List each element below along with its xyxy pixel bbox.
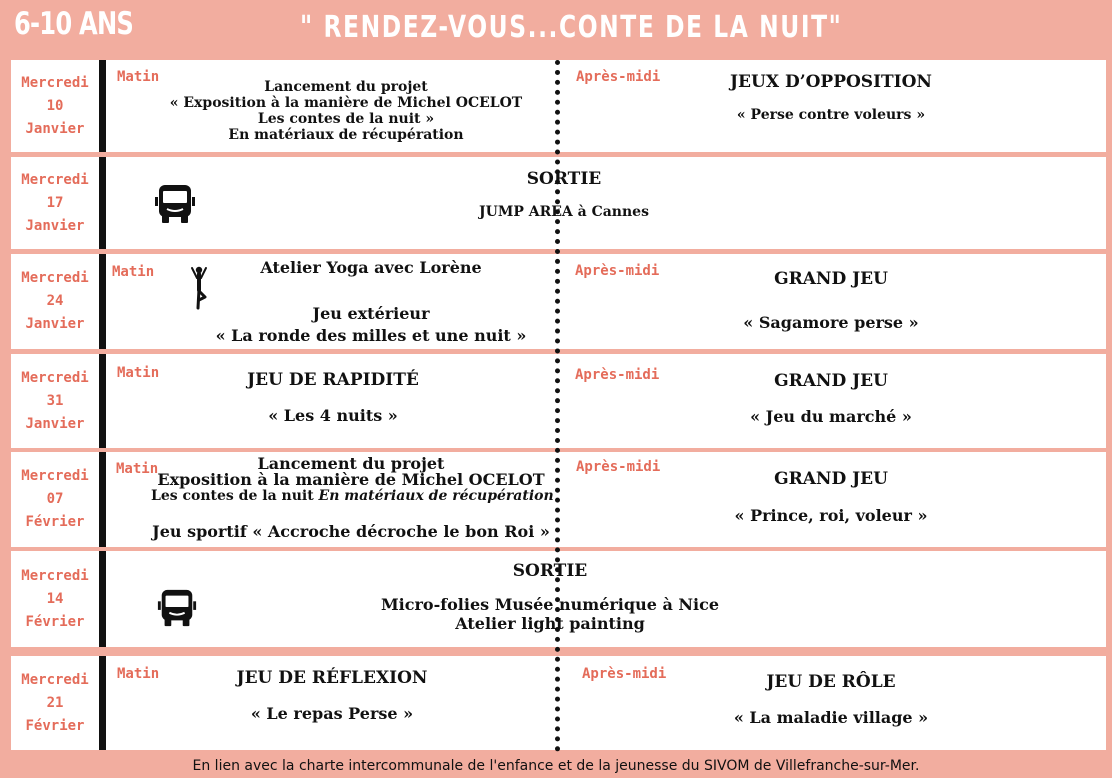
divider-bar <box>99 551 106 647</box>
aprem-activity: GRAND JEU « Sagamore perse » <box>743 269 919 332</box>
sortie-activity: SORTIE Micro-folies Musée numérique à Nice Atelier light painting <box>380 561 720 633</box>
day-date: Mercredi 21 Février <box>21 671 89 734</box>
day-date: Mercredi 14 Février <box>21 567 89 630</box>
day-date: Mercredi 07 Février <box>21 468 89 530</box>
divider-bar <box>99 157 106 249</box>
aprem-label: Après-midi <box>575 263 660 279</box>
aprem-activity: GRAND JEU « Jeu du marché » <box>750 371 912 426</box>
bus-icon <box>153 183 197 225</box>
divider-bar <box>99 452 106 547</box>
matin-label: Matin <box>112 264 155 280</box>
footer-note: En lien avec la charte intercommunale de l'enfance et de la jeunesse du SIVOM de Villefranche-sur-Mer. <box>192 758 920 774</box>
day-date: Mercredi 17 Janvier <box>21 171 89 234</box>
divider-bar <box>99 354 106 448</box>
matin-activity: Lancement du projet « Exposition à la manière de Michel OCELOT Les contes de la nuit » En matériaux de récupération <box>169 79 523 143</box>
page-title: " RENDEZ-VOUS...CONTE DE LA NUIT" <box>300 10 843 45</box>
day-date: Mercredi 31 Janvier <box>21 369 89 432</box>
dotted-separator <box>555 60 560 752</box>
matin-label: Matin <box>117 365 160 381</box>
aprem-label: Après-midi <box>576 69 661 85</box>
aprem-label: Après-midi <box>575 367 660 383</box>
aprem-activity: JEU DE RÔLE « La maladie village » <box>733 672 929 727</box>
matin-activity: JEU DE RAPIDITÉ « Les 4 nuits » <box>247 370 419 425</box>
divider-bar <box>99 254 106 349</box>
matin-activity: Lancement du projet Exposition à la manière de Michel OCELOT Les contes de la nuit En matériaux de récupération Jeu sportif « Accroche décroche le bon Roi » <box>151 454 554 541</box>
bus-icon <box>156 587 198 629</box>
divider-bar <box>99 656 106 750</box>
aprem-activity: JEUX D’OPPOSITION « Perse contre voleurs » <box>730 72 932 123</box>
age-range: 6-10 ANS <box>14 6 134 42</box>
matin-label: Matin <box>117 69 160 85</box>
page-header <box>0 0 1112 56</box>
matin-activity: JEU DE RÉFLEXION « Le repas Perse » <box>236 668 428 723</box>
divider-bar <box>99 60 106 152</box>
matin-activity: Atelier Yoga avec Lorène Jeu extérieur « La ronde des milles et une nuit » <box>215 258 527 345</box>
matin-label: Matin <box>117 666 160 682</box>
matin-label: Matin <box>116 461 159 477</box>
sortie-activity: SORTIE JUMP AREA à Cannes <box>479 169 649 220</box>
day-date: Mercredi 24 Janvier <box>21 270 89 332</box>
aprem-label: Après-midi <box>576 459 661 475</box>
aprem-label: Après-midi <box>582 666 667 682</box>
aprem-activity: GRAND JEU « Prince, roi, voleur » <box>734 469 928 525</box>
day-date: Mercredi 10 Janvier <box>21 74 89 137</box>
